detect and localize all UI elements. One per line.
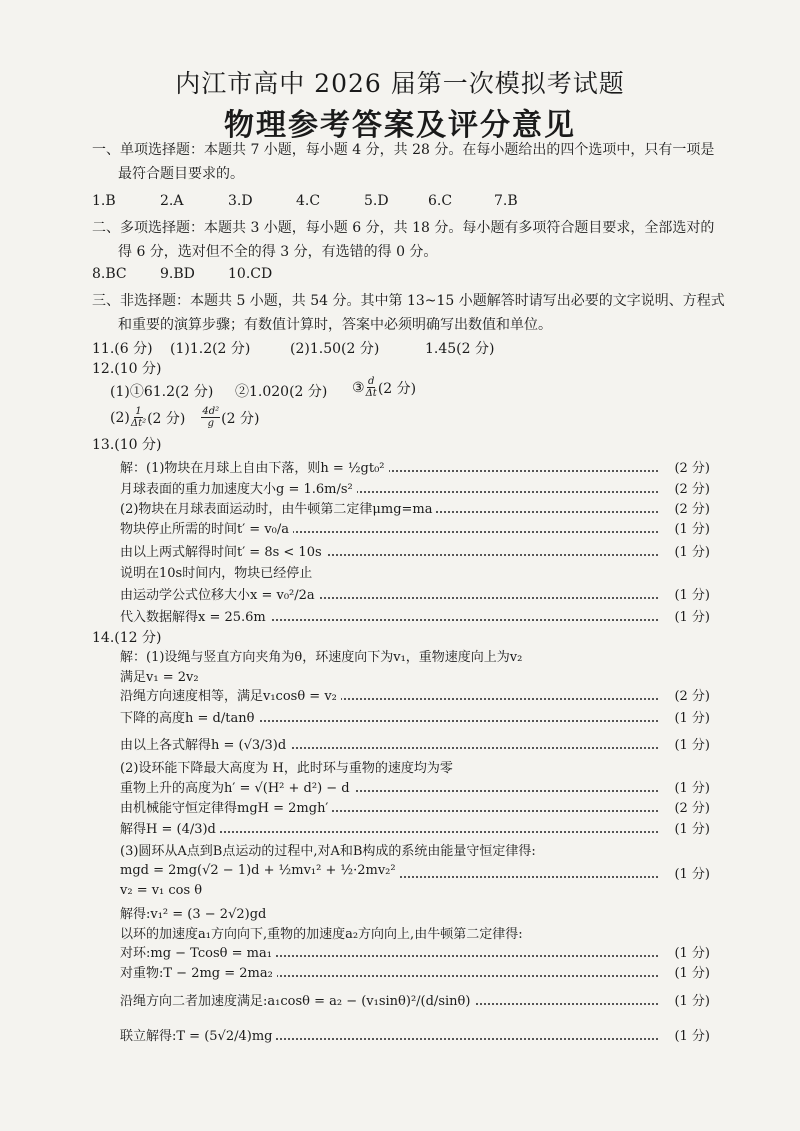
q14-row-score: (1 分) (674, 966, 710, 981)
q14-row-text: (3)圆环从A点到B点运动的过程中,对A和B构成的系统由能量守恒定律得: (120, 840, 540, 859)
q13-row (120, 478, 710, 498)
q13-row-score: (2 分) (674, 461, 710, 476)
q13-row-score: (1 分) (674, 522, 710, 537)
section1-answer-2: 2.A (160, 193, 184, 209)
section1-instructions-line2: 最符合题目要求的。 (118, 166, 244, 182)
q14-row (120, 797, 710, 817)
q11-heading: 11.(6 分) (92, 341, 153, 357)
q14-row-text: 沿绳方向二者加速度满足:a₁cosθ = a₂ − (v₁sinθ)²/(d/sinθ) (120, 990, 474, 1009)
section2-instructions-line2: 得 6 分，选对但不全的得 3 分，有选错的得 0 分。 (118, 244, 438, 260)
section3-instructions-line2: 和重要的演算步骤；有数值计算时，答案中必须明确写出数值和单位。 (118, 317, 552, 333)
section2-instructions-line1: 二、多项选择题：本题共 3 小题，每小题 6 分，共 18 分。每小题有多项符合题目要求，全部选对的 (92, 220, 715, 236)
q14-row-text: (2)设环能下降最大高度为 H，此时环与重物的速度均为零 (120, 757, 457, 776)
q14-row (120, 1025, 710, 1045)
q14-row (120, 840, 710, 860)
q13-row (120, 584, 710, 604)
q13-row-text: 说明在10s时间内，物块已经停止 (120, 562, 316, 581)
q12-part1-c-score: (2 分) (377, 380, 417, 397)
q14-row-text: mgd = 2mg(√2 − 1)d + ½mv₁² + ½·2mv₂² (120, 863, 400, 878)
section1-answer-5: 5.D (364, 193, 389, 209)
q14-row (120, 942, 710, 962)
q13-row-score: (1 分) (674, 610, 710, 625)
q14-row-score: (1 分) (674, 946, 710, 961)
section1-answer-7: 7.B (494, 193, 518, 209)
q14-heading: 14.(12 分) (92, 630, 162, 646)
q13-row-score: (1 分) (674, 545, 710, 560)
q11-part2: (2)1.50(2 分) (290, 341, 380, 357)
section1-answer-4: 4.C (296, 193, 321, 209)
q14-row-text: 解得:v₁² = (3 − 2√2)gd (120, 903, 270, 922)
fraction-numerator: 4d² (202, 406, 220, 417)
section1-instructions-line1: 一、单项选择题：本题共 7 小题，每小题 4 分，共 28 分。在每小题给出的四个选项中，只有一项是 (92, 142, 715, 158)
answer-key-title: 物理参考答案及评分意见 (224, 108, 576, 143)
q12-part1-b: ②1.020(2 分) (235, 384, 328, 400)
q12-part1-a: (1)①61.2(2 分) (110, 384, 214, 400)
q14-row-score: (1 分) (674, 822, 710, 837)
q14-row-score: (1 分) (674, 781, 710, 796)
q14-row (120, 757, 710, 777)
q13-row (120, 498, 710, 518)
section2-answer-8: 8.BC (92, 266, 127, 282)
q14-row-text: 解得H = (4/3)d (120, 818, 220, 837)
q12-heading: 12.(10 分) (92, 361, 162, 377)
section2-answer-9: 9.BD (160, 266, 195, 282)
section1-answer-3: 3.D (228, 193, 253, 209)
q11-part1: (1)1.2(2 分) (170, 341, 251, 357)
q13-row (120, 562, 710, 582)
q12-part1-c-index: ③ (352, 379, 365, 396)
q14-row-text: 沿绳方向速度相等，满足v₁cosθ = v₂ (120, 685, 341, 704)
q13-row-text: (2)物块在月球表面运动时，由牛顿第二定律μmg=ma (120, 498, 436, 517)
q12-part2-b-score: (2 分) (221, 410, 260, 427)
q14-row-text: 由以上各式解得h = (√3/3)d (120, 734, 290, 753)
fraction-denominator: Δt (365, 388, 377, 399)
q12-part2-index: (2) (110, 409, 130, 426)
q14-row-score: (1 分) (674, 994, 710, 1009)
fraction-numerator: d (367, 376, 375, 387)
q14-row-text: 满足v₁ = 2v₂ (120, 666, 203, 685)
q14-row-text: v₂ = v₁ cos θ (120, 883, 206, 898)
q12-part2 (110, 406, 259, 429)
q13-row-text: 由运动学公式位移大小x = v₀²/2a (120, 584, 319, 603)
q13-row-text: 解：(1)物块在月球上自由下落，则h = ½gt₀² (120, 457, 389, 476)
q14-row-text: 由机械能守恒定律得mgH = 2mgh′ (120, 797, 332, 816)
q13-heading: 13.(10 分) (92, 437, 162, 453)
q14-row (120, 666, 710, 686)
fraction-denominator: Δt² (130, 418, 147, 429)
q13-row (120, 606, 710, 626)
q14-row-text: 解：(1)设绳与竖直方向夹角为θ，环速度向下为v₁，重物速度向上为v₂ (120, 646, 526, 665)
q13-row-text: 代入数据解得x = 25.6m (120, 606, 270, 625)
q13-row (120, 518, 710, 538)
q14-row-score: (1 分) (674, 738, 710, 753)
fraction-numerator: 1 (135, 406, 142, 417)
q14-row-text: 重物上升的高度为h′ = √(H² + d²) − d (120, 777, 354, 796)
q14-row-score: (1 分) (674, 711, 710, 726)
q13-row-score: (2 分) (674, 502, 710, 517)
q13-row (120, 541, 710, 561)
q13-row-text: 由以上两式解得时间t′ = 8s < 10s (120, 541, 326, 560)
q14-row (120, 685, 710, 705)
q14-row-score: (2 分) (674, 689, 710, 704)
q12-part1-c-fraction (366, 376, 377, 399)
q14-row (120, 962, 710, 982)
q14-row-text: 以环的加速度a₁方向向下,重物的加速度a₂方向向上,由牛顿第二定律得: (120, 923, 527, 942)
section3-instructions-line1: 三、非选择题：本题共 5 小题，共 54 分。其中第 13~15 小题解答时请写出必要的文字说明、方程式 (92, 293, 725, 309)
q14-row (120, 990, 710, 1010)
q14-row (120, 923, 710, 943)
q13-row-text: 月球表面的重力加速度大小g = 1.6m/s² (120, 478, 357, 497)
q13-row-text: 物块停止所需的时间t′ = v₀/a (120, 518, 293, 537)
q12-part1-c (352, 376, 416, 399)
q14-row-score: (2 分) (674, 801, 710, 816)
q14-row (120, 903, 710, 923)
q14-row-text: 对重物:T − 2mg = 2ma₂ (120, 962, 277, 981)
q13-row (120, 457, 710, 477)
q14-row (120, 646, 710, 666)
section1-answer-1: 1.B (92, 193, 116, 209)
exam-title: 内江市高中 2026 届第一次模拟考试题 (175, 69, 625, 98)
section1-answer-6: 6.C (428, 193, 453, 209)
q12-part2-a-score: (2 分) (147, 410, 186, 427)
q14-row (120, 707, 710, 727)
q11-part3: 1.45(2 分) (425, 341, 495, 357)
q14-row-text: 对环:mg − Tcosθ = ma₁ (120, 942, 276, 961)
fraction-denominator: g (207, 418, 214, 429)
q14-row (120, 883, 710, 903)
q14-row (120, 863, 710, 883)
q14-row (120, 777, 710, 797)
q12-part2-b-fraction (201, 406, 220, 429)
q13-row-score: (1 分) (674, 588, 710, 603)
q13-row-score: (2 分) (674, 482, 710, 497)
q12-part2-a-fraction (131, 406, 146, 429)
q14-row (120, 734, 710, 754)
q14-row (120, 818, 710, 838)
q14-row-text: 联立解得:T = (5√2/4)mg (120, 1025, 276, 1044)
section2-answer-10: 10.CD (228, 266, 273, 282)
q14-row-score: (1 分) (674, 1029, 710, 1044)
q14-row-score: (1 分) (674, 867, 710, 882)
q14-row-text: 下降的高度h = d/tanθ (120, 707, 258, 726)
